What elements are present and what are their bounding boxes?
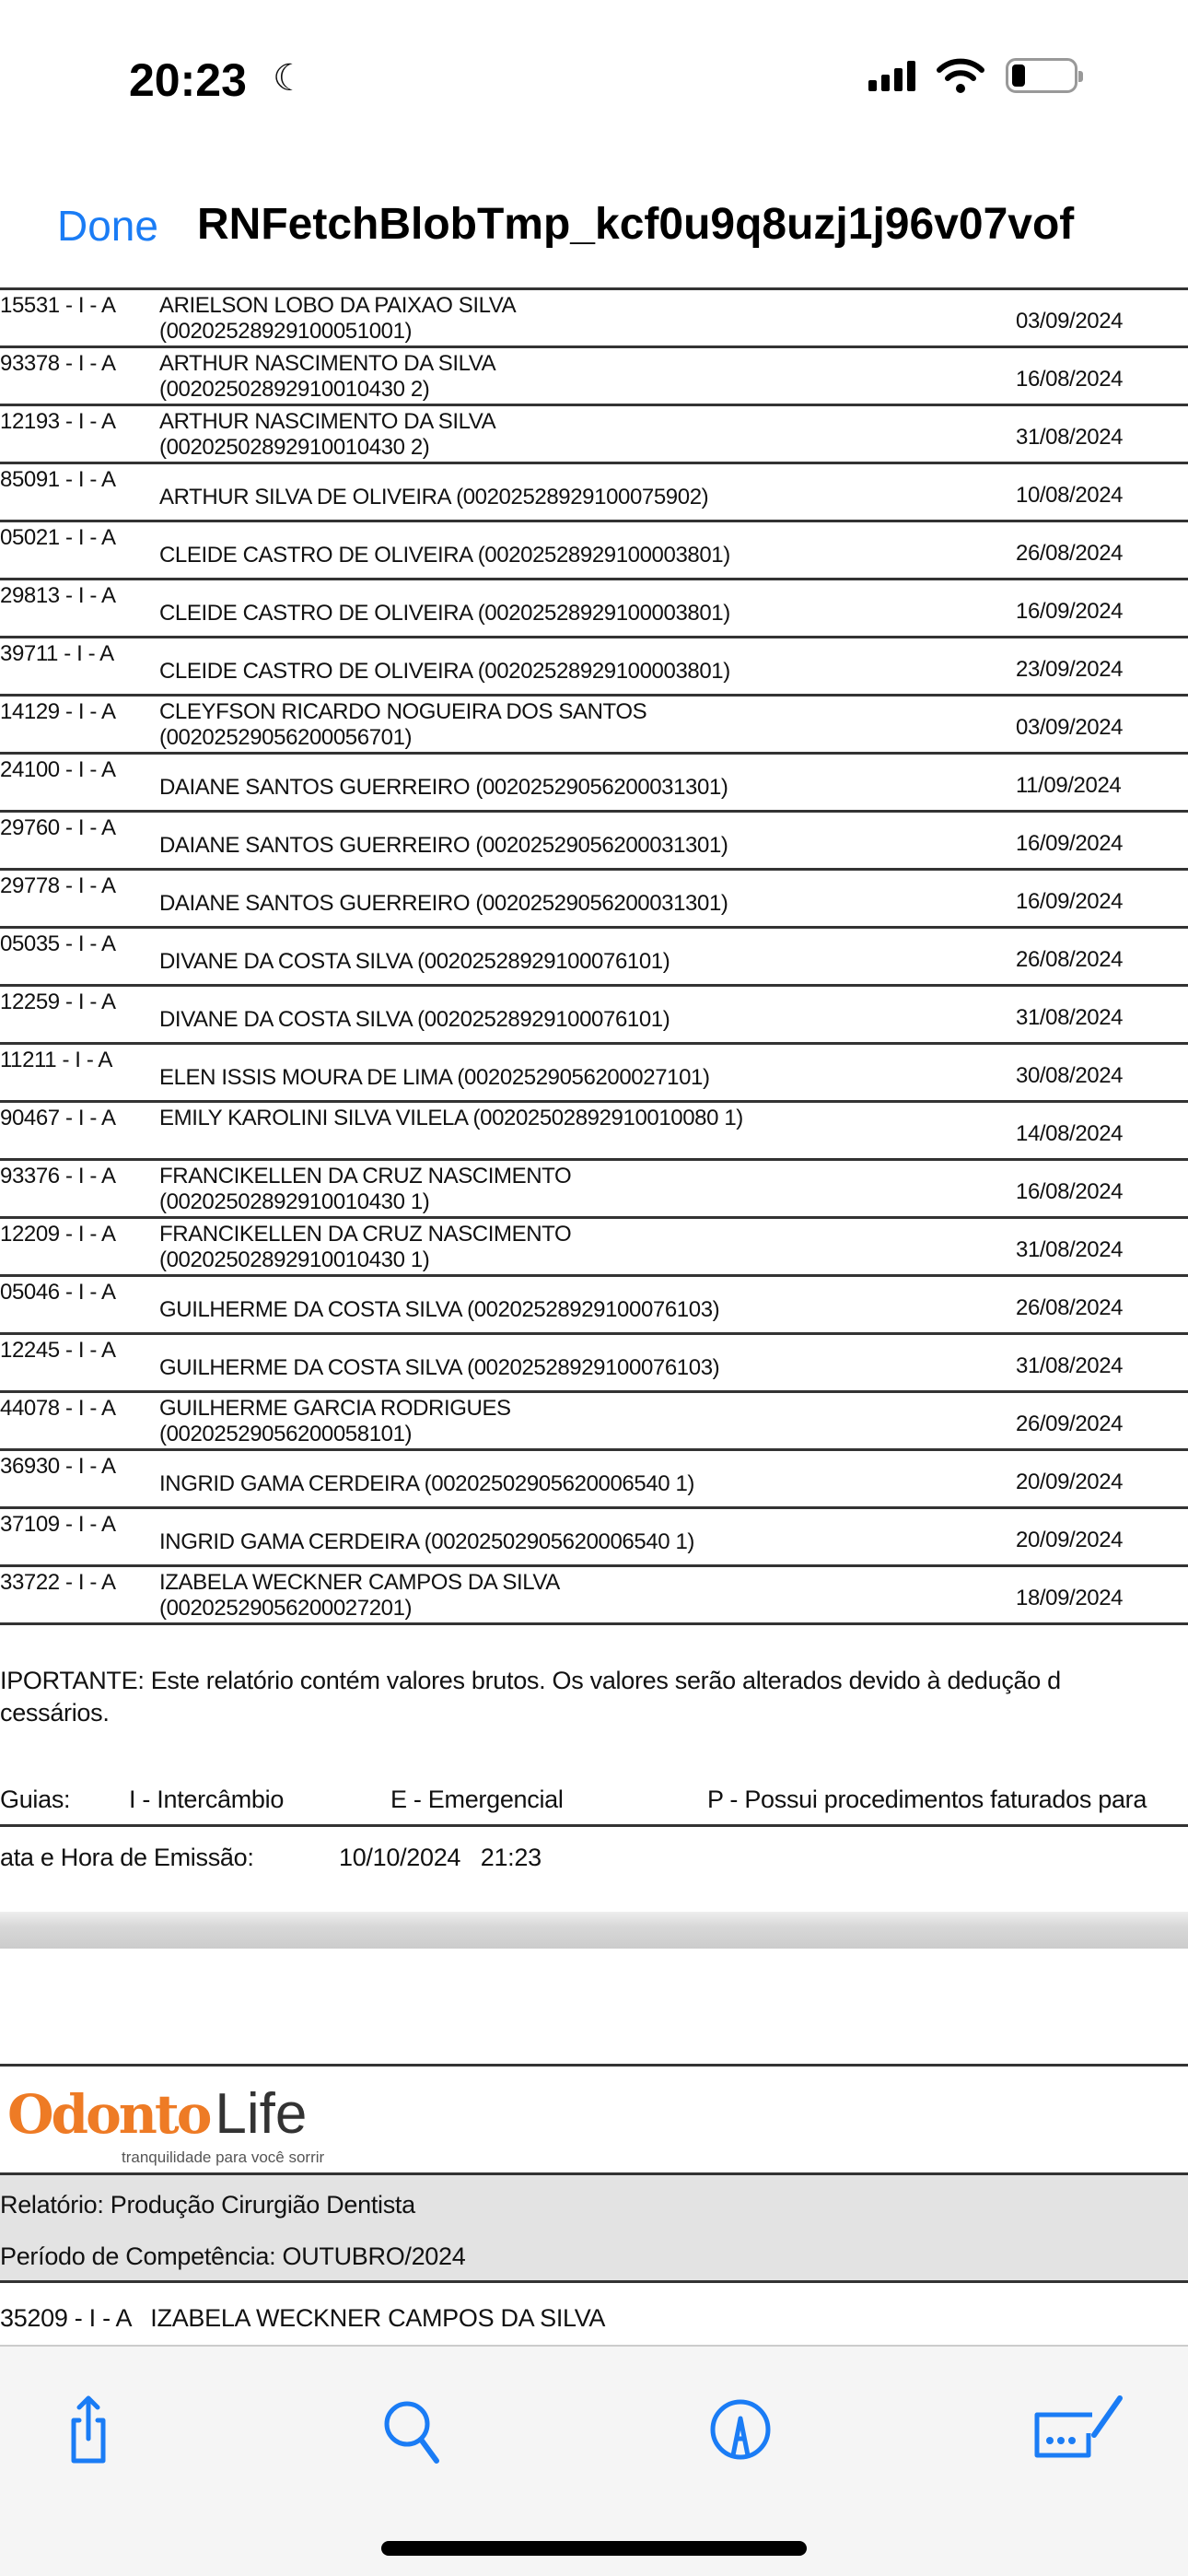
patient-name [159, 1396, 511, 1447]
table-row [0, 1390, 1188, 1448]
service-date: 26/09/2024 [1016, 1411, 1124, 1436]
patient-name-line: ARTHUR NASCIMENTO DA SILVA [159, 351, 496, 376]
guide-id: 93376 - I - A [0, 1164, 116, 1188]
guias-label: Guias: [0, 1786, 71, 1813]
guide-id: 44078 - I - A [0, 1396, 116, 1421]
home-indicator[interactable] [381, 2541, 807, 2556]
competence-period: Período de Competência: OUTUBRO/2024 [0, 2242, 466, 2270]
patient-name-line: (00202502892910010430 1) [159, 1247, 430, 1272]
table-row [0, 1448, 1188, 1506]
divider [0, 1824, 1188, 1827]
table-row [0, 636, 1188, 694]
service-date: 31/08/2024 [1016, 425, 1124, 450]
table-row [0, 984, 1188, 1042]
patient-name-line: CLEIDE CASTRO DE OLIVEIRA (00202528929100003801) [159, 601, 730, 626]
service-date: 16/08/2024 [1016, 1179, 1124, 1204]
service-date: 03/09/2024 [1016, 309, 1124, 334]
guide-id: 39711 - I - A [0, 641, 114, 666]
table-row [0, 1100, 1188, 1158]
patient-name [159, 1471, 694, 1497]
patient-name [159, 1355, 719, 1381]
guide-id: 05035 - I - A [0, 931, 116, 956]
guide-id: 12193 - I - A [0, 409, 116, 434]
guide-id: 11211 - I - A [0, 1048, 112, 1072]
service-date: 30/08/2024 [1016, 1063, 1124, 1088]
patient-name-line: GUILHERME DA COSTA SILVA (00202528929100076103) [159, 1297, 720, 1322]
table-row [0, 926, 1188, 984]
report-name: Relatório: Produção Cirurgião Dentista [0, 2191, 415, 2219]
guide-id: 14129 - I - A [0, 699, 116, 724]
cellular-signal-icon [868, 60, 915, 91]
patient-name-line: INGRID GAMA CERDEIRA (00202502905620006540 1) [159, 1471, 695, 1496]
patient-name-line: ELEN ISSIS MOURA DE LIMA (00202529056200027101) [159, 1065, 710, 1090]
patient-name-line: CLEYFSON RICARDO NOGUEIRA DOS SANTOS [159, 699, 647, 724]
table-row [0, 1564, 1188, 1622]
patient-name [159, 293, 516, 345]
patient-name-line: GUILHERME DA COSTA SILVA (00202528929100076103) [159, 1355, 720, 1380]
service-date: 16/08/2024 [1016, 367, 1124, 392]
legend-emergencial: E - Emergencial [390, 1786, 564, 1813]
navigation-bar [0, 157, 1188, 287]
divider [0, 2064, 1188, 2067]
service-date: 10/08/2024 [1016, 483, 1124, 508]
guide-id: 37109 - I - A [0, 1512, 116, 1537]
table-row [0, 1042, 1188, 1100]
table-row [0, 462, 1188, 520]
patient-name [159, 1164, 571, 1215]
share-icon[interactable] [52, 2393, 125, 2466]
service-date: 26/08/2024 [1016, 1295, 1124, 1320]
patient-name [159, 775, 728, 801]
clock: 20:23 [129, 54, 247, 106]
patient-name [159, 1529, 694, 1555]
patient-name-line: DAIANE SANTOS GUERREIRO (00202529056200031301) [159, 775, 728, 800]
table-row [0, 810, 1188, 868]
patient-name [159, 1222, 571, 1273]
done-button[interactable]: Done [57, 202, 158, 250]
table-row [0, 1158, 1188, 1216]
patient-name [159, 1570, 560, 1622]
patient-name [159, 833, 728, 859]
report-table [0, 287, 1188, 1625]
patient-name [159, 1007, 670, 1033]
patient-name-line: DAIANE SANTOS GUERREIRO (00202529056200031301) [159, 833, 728, 858]
guide-id: 05046 - I - A [0, 1280, 116, 1305]
document-title: RNFetchBlobTmp_kcf0u9q8uzj1j96v07vof [197, 200, 1075, 249]
important-note: IPORTANTE: Este relatório contém valores brutos. Os valores serão alterados devido à dedução d [0, 1667, 1061, 1694]
patient-name [159, 601, 730, 626]
service-date: 26/08/2024 [1016, 541, 1124, 566]
odontolife-logo: OdontoLife tranquilidade para você sorrir [7, 2082, 325, 2166]
markup-icon[interactable] [704, 2393, 777, 2466]
page-break [0, 1912, 1188, 1949]
patient-name [159, 1065, 710, 1091]
table-row [0, 345, 1188, 404]
table-end-line [0, 1622, 1188, 1625]
table-row [0, 520, 1188, 578]
table-row [0, 752, 1188, 810]
partial-row: 35209 - I - A IZABELA WECKNER CAMPOS DA SILVA [0, 2304, 606, 2332]
service-date: 16/09/2024 [1016, 831, 1124, 856]
patient-name [159, 659, 730, 685]
important-note-cont: cessários. [0, 1699, 110, 1727]
patient-name-line: ARTHUR NASCIMENTO DA SILVA [159, 409, 496, 434]
patient-name [159, 409, 495, 461]
guide-id: 33722 - I - A [0, 1570, 116, 1595]
patient-name-line: (00202502892910010430 2) [159, 377, 430, 402]
table-row [0, 1274, 1188, 1332]
guide-id: 12259 - I - A [0, 989, 116, 1014]
status-bar [0, 0, 1188, 157]
report-header-box [0, 2172, 1188, 2283]
guide-id: 12209 - I - A [0, 1222, 116, 1247]
patient-name-line: FRANCIKELLEN DA CRUZ NASCIMENTO [159, 1164, 572, 1188]
patient-name-line: (00202528929100051001) [159, 319, 413, 344]
wifi-icon [936, 57, 985, 94]
table-row [0, 1332, 1188, 1390]
service-date: 16/09/2024 [1016, 889, 1124, 914]
patient-name-line: (00202502892910010430 2) [159, 435, 430, 460]
service-date: 16/09/2024 [1016, 599, 1124, 624]
service-date: 31/08/2024 [1016, 1353, 1124, 1378]
patient-name-line: IZABELA WECKNER CAMPOS DA SILVA [159, 1570, 560, 1595]
guide-id: 29813 - I - A [0, 583, 116, 608]
patient-name-line: (00202529056200027201) [159, 1596, 413, 1621]
table-row [0, 578, 1188, 636]
service-date: 31/08/2024 [1016, 1237, 1124, 1262]
table-row [0, 287, 1188, 345]
service-date: 31/08/2024 [1016, 1005, 1124, 1030]
legend-intercambio: I - Intercâmbio [129, 1786, 285, 1813]
patient-name [159, 485, 708, 510]
patient-name [159, 543, 730, 568]
table-row [0, 694, 1188, 752]
search-icon[interactable] [376, 2393, 449, 2466]
focus-moon-icon: ☾ [273, 58, 306, 99]
guide-id: 93378 - I - A [0, 351, 116, 376]
guide-id: 24100 - I - A [0, 757, 116, 782]
patient-name [159, 1106, 743, 1131]
patient-name-line: DIVANE DA COSTA SILVA (00202528929100076101) [159, 949, 670, 974]
patient-name-line: ARTHUR SILVA DE OLIVEIRA (00202528929100075902) [159, 485, 709, 509]
patient-name-line: GUILHERME GARCIA RODRIGUES [159, 1396, 511, 1421]
service-date: 26/08/2024 [1016, 947, 1124, 972]
service-date: 03/09/2024 [1016, 715, 1124, 740]
patient-name [159, 891, 728, 917]
battery-icon [1006, 58, 1077, 93]
patient-name [159, 1297, 719, 1323]
patient-name-line: CLEIDE CASTRO DE OLIVEIRA (00202528929100003801) [159, 543, 730, 568]
table-row [0, 1216, 1188, 1274]
table-row [0, 404, 1188, 462]
table-row [0, 868, 1188, 926]
guide-id: 29760 - I - A [0, 815, 116, 840]
patient-name [159, 949, 670, 975]
patient-name-line: FRANCIKELLEN DA CRUZ NASCIMENTO [159, 1222, 572, 1247]
patient-name-line: DIVANE DA COSTA SILVA (00202528929100076101) [159, 1007, 670, 1032]
patient-name [159, 351, 495, 403]
patient-name-line: EMILY KAROLINI SILVA VILELA (00202502892910010080 1) [159, 1106, 743, 1130]
fill-and-sign-icon[interactable] [1028, 2393, 1129, 2466]
table-row [0, 1506, 1188, 1564]
service-date: 18/09/2024 [1016, 1586, 1124, 1610]
service-date: 14/08/2024 [1016, 1121, 1124, 1146]
guide-id: 90467 - I - A [0, 1106, 116, 1130]
guide-id: 29778 - I - A [0, 873, 116, 898]
emissao-value: 10/10/2024 21:23 [339, 1844, 542, 1871]
patient-name-line: CLEIDE CASTRO DE OLIVEIRA (00202528929100003801) [159, 659, 730, 684]
service-date: 23/09/2024 [1016, 657, 1124, 682]
guide-id: 85091 - I - A [0, 467, 116, 492]
emissao-label: ata e Hora de Emissão: [0, 1844, 254, 1871]
guide-id: 12245 - I - A [0, 1338, 116, 1363]
service-date: 20/09/2024 [1016, 1469, 1124, 1494]
patient-name-line: INGRID GAMA CERDEIRA (00202502905620006540 1) [159, 1529, 695, 1554]
legend-procedimentos: P - Possui procedimentos faturados para [707, 1786, 1147, 1813]
patient-name-line: (00202529056200056701) [159, 725, 413, 750]
guide-id: 15531 - I - A [0, 293, 116, 318]
patient-name-line: ARIELSON LOBO DA PAIXAO SILVA [159, 293, 517, 318]
service-date: 20/09/2024 [1016, 1528, 1124, 1552]
patient-name-line: DAIANE SANTOS GUERREIRO (00202529056200031301) [159, 891, 728, 916]
patient-name-line: (00202529056200058101) [159, 1422, 413, 1446]
guide-id: 36930 - I - A [0, 1454, 116, 1479]
patient-name [159, 699, 646, 751]
patient-name-line: (00202502892910010430 1) [159, 1189, 430, 1214]
service-date: 11/09/2024 [1016, 773, 1122, 798]
guide-id: 05021 - I - A [0, 525, 116, 550]
